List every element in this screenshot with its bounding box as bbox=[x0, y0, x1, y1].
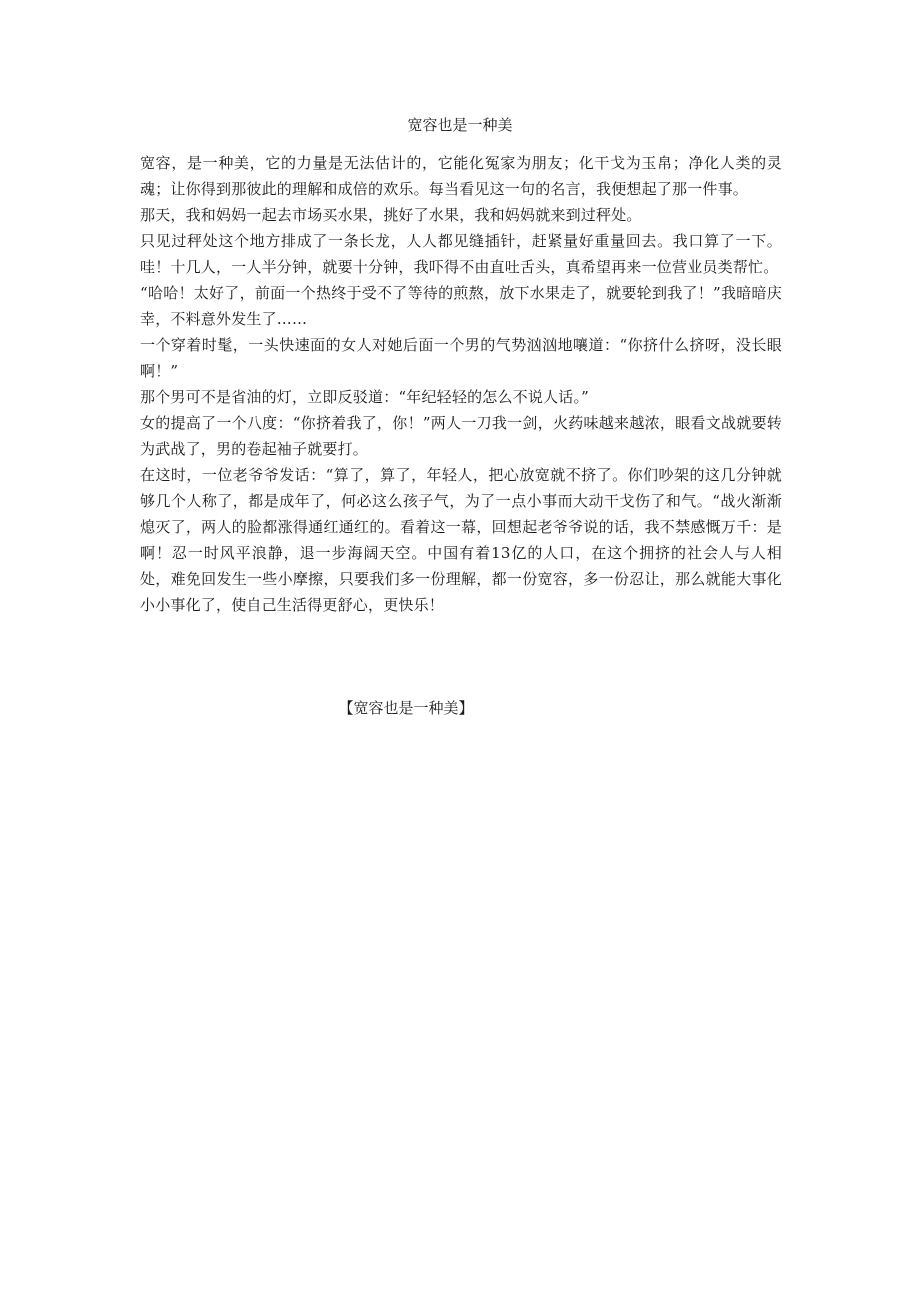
paragraph: 在这时，一位老爷爷发话：“算了，算了，年轻人，把心放宽就不挤了。你们吵架的这几分钟就够几个人称了，都是成年了，何必这么孩子气，为了一点小事而大动干戈伤了和气。“战火渐渐熄灭了，两人的脸都涨得通红通红的。看着这一幕，回想起老爷爷说的话，我不禁感慨万千：是啊！忍一时风平浪静，退一步海阔天空。中国有着13亿的人口，在这个拥挤的社会人与人相处，难免回发生一些小摩擦，只要我们多一份理解，都一份宽容，多一份忍让，那么就能大事化小小事化了，使自己生活得更舒心，更快乐！ bbox=[140, 466, 782, 614]
paragraph: 只见过秤处这个地方排成了一条长龙，人人都见缝插针，赶紧量好重量回去。我口算了一下。哇！十几人，一人半分钟，就要十分钟，我吓得不由直吐舌头，真希望再来一位营业员类帮忙。 bbox=[140, 232, 782, 276]
document-title: 宽容也是一种美 bbox=[407, 116, 513, 134]
paragraph: 女的提高了一个八度：“你挤着我了，你！”两人一刀我一剑，火药味越来越浓，眼看文战就要转为武战了，男的卷起袖子就要打。 bbox=[140, 414, 782, 458]
document-body bbox=[140, 150, 782, 618]
footer-title: 【宽容也是一种美】 bbox=[338, 699, 474, 717]
paragraph: 那天，我和妈妈一起去市场买水果，挑好了水果，我和妈妈就来到过秤处。 bbox=[140, 206, 642, 224]
paragraph: “哈哈！太好了，前面一个热终于受不了等待的煎熬，放下水果走了，就要轮到我了！”我暗暗庆幸，不料意外发生了…… bbox=[140, 284, 782, 328]
paragraph: 一个穿着时髦，一头快速面的女人对她后面一个男的气势汹汹地嚷道：“你挤什么挤呀，没长眼啊！” bbox=[140, 336, 782, 380]
paragraph: 宽容，是一种美，它的力量是无法估计的，它能化冤家为朋友；化干戈为玉帛；净化人类的灵魂；让你得到那彼此的理解和成倍的欢乐。每当看见这一句的名言，我便想起了那一件事。 bbox=[140, 154, 782, 198]
paragraph: 那个男可不是省油的灯，立即反驳道：“年纪轻轻的怎么不说人话。” bbox=[140, 388, 590, 406]
